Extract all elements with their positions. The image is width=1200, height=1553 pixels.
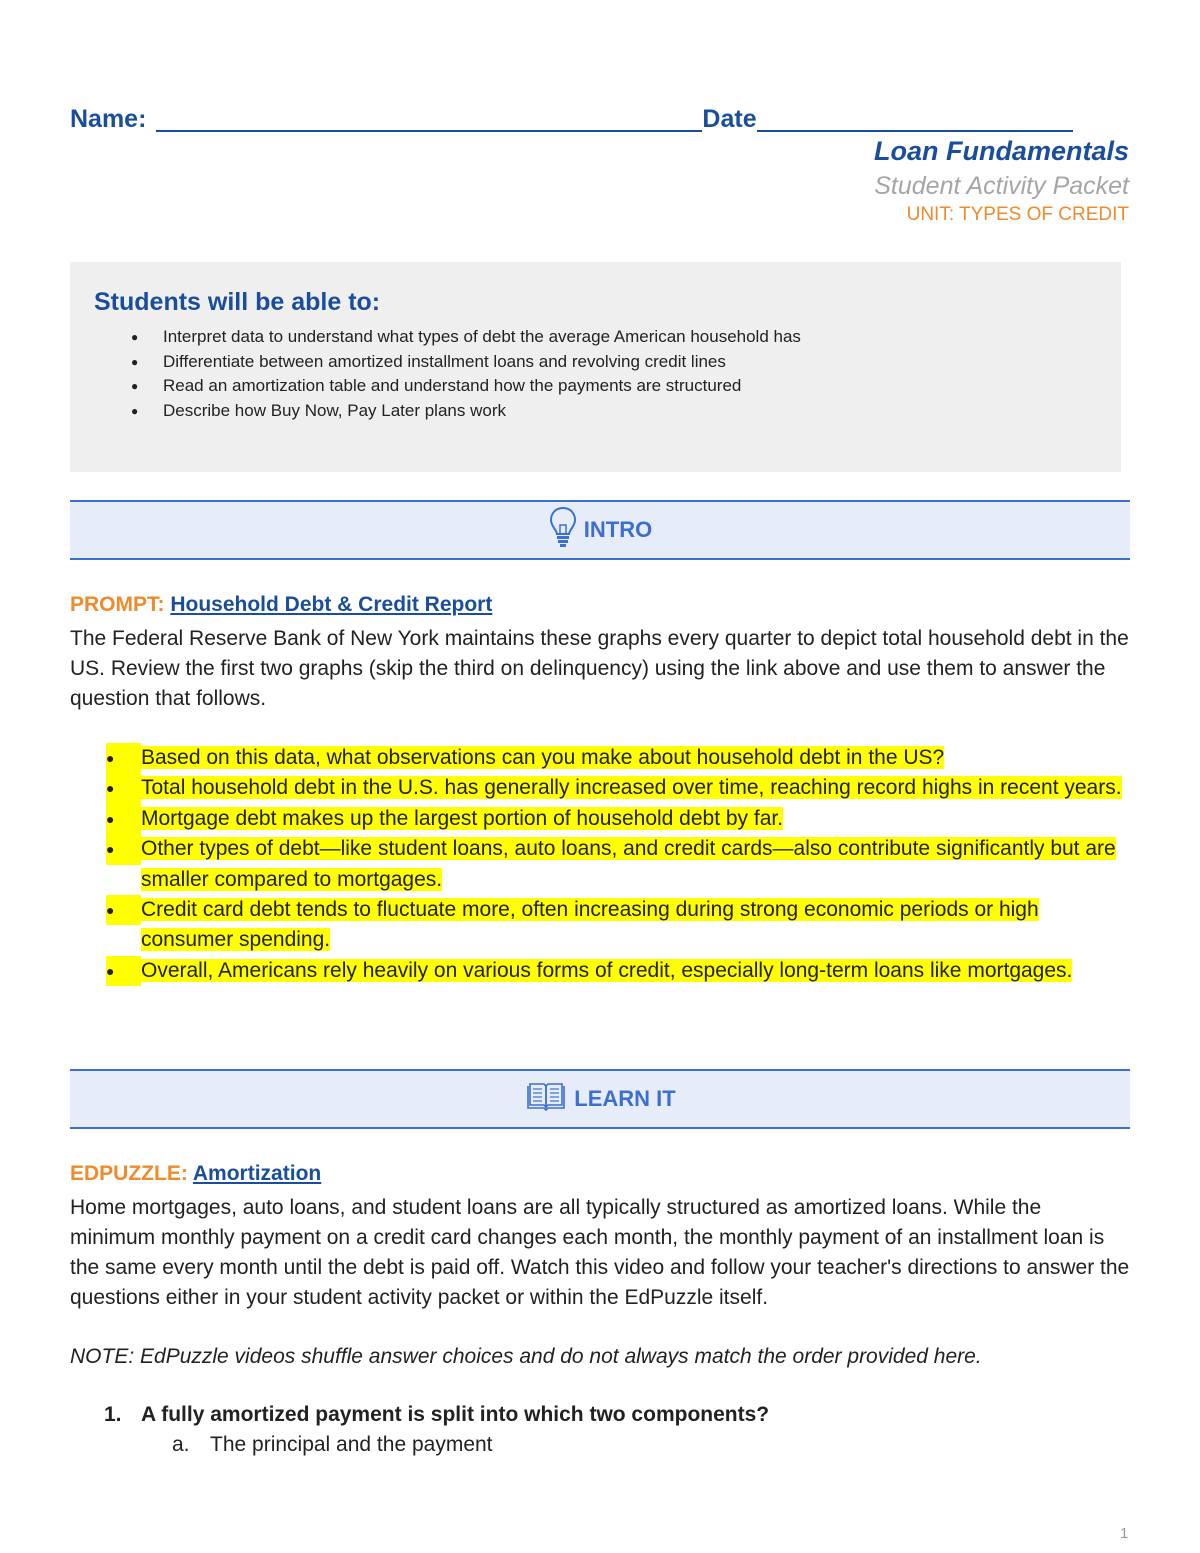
document-subtitle: Student Activity Packet (874, 172, 1129, 200)
objectives-heading: Students will be able to: (94, 288, 381, 316)
household-debt-report-link[interactable]: Household Debt & Credit Report (170, 593, 493, 616)
question-text: A fully amortized payment is split into which two components? (141, 1403, 770, 1426)
intro-header-label: INTRO (583, 517, 653, 542)
answer-item: ● Overall, Americans rely heavily on various forms of credit, especially long-term loans like mortgages. (70, 956, 1130, 986)
amortization-link[interactable]: Amortization (192, 1162, 322, 1185)
prompt-label: PROMPT: (70, 593, 165, 616)
answer-item: ● Mortgage debt makes up the largest portion of household debt by far. (70, 804, 1130, 834)
intro-answers-list (70, 743, 1130, 986)
document-title: Loan Fundamentals (873, 136, 1129, 166)
intro-prompt (70, 593, 492, 617)
intro-body: The Federal Reserve Bank of New York maintains these graphs every quarter to depict total household debt in the US. Review the first two graphs (skip the third on delinquency) using the link above and use them to answer the question that follows. (70, 627, 1129, 710)
objectives-list (94, 325, 1097, 423)
name-label: Name: (70, 105, 147, 133)
answer-item: ● Total household debt in the U.S. has generally increased over time, reaching record highs in recent years. (70, 773, 1130, 803)
edpuzzle-note: NOTE: EdPuzzle videos shuffle answer choices and do not always match the order provided here. (70, 1345, 982, 1368)
learn-body: Home mortgages, auto loans, and student loans are all typically structured as amortized loans. While the minimum monthly payment on a credit card changes each month, the monthly payment of an installment loan is the same every month until the debt is paid off. Watch this video and follow your teacher's directions to answer the questions either in your student activity packet or within the EdPuzzle itself. (70, 1196, 1130, 1309)
book-icon (524, 1081, 574, 1117)
lightbulb-icon (548, 505, 584, 555)
answer-item: ● Based on this data, what observations can you make about household debt in the US? (70, 743, 1130, 773)
intro-section-header (70, 500, 1130, 560)
learn-it-section-header (70, 1069, 1130, 1129)
objective-item: ● Differentiate between amortized installment loans and revolving credit lines (131, 350, 1097, 375)
objective-item: ● Interpret data to understand what types of debt the average American household has (131, 325, 1097, 350)
answer-item: ● Credit card debt tends to fluctuate more, often increasing during strong economic periods or high consumer spending. (70, 895, 1130, 956)
question-1-option-a (172, 1433, 493, 1457)
name-blank[interactable] (156, 106, 702, 132)
date-label: Date (702, 105, 757, 133)
unit-label: UNIT: TYPES OF CREDIT (906, 204, 1129, 225)
objective-item: ● Describe how Buy Now, Pay Later plans work (131, 399, 1097, 424)
objective-item: ● Read an amortization table and understand how the payments are structured (131, 374, 1097, 399)
edpuzzle-prompt (70, 1162, 321, 1186)
page-number: 1 (1120, 1525, 1129, 1542)
learn-it-header-label: LEARN IT (574, 1086, 676, 1111)
objectives-box (70, 262, 1121, 472)
option-letter: a. (172, 1433, 190, 1456)
option-text: The principal and the payment (210, 1433, 493, 1456)
name-date-line (70, 98, 1110, 134)
answer-item: ● Other types of debt—like student loans, auto loans, and credit cards—also contribute significantly but are smaller compared to mortgages. (70, 834, 1130, 895)
edpuzzle-label: EDPUZZLE: (70, 1162, 188, 1185)
date-blank[interactable] (757, 106, 1073, 132)
question-1 (104, 1403, 769, 1427)
question-number: 1. (104, 1403, 122, 1426)
